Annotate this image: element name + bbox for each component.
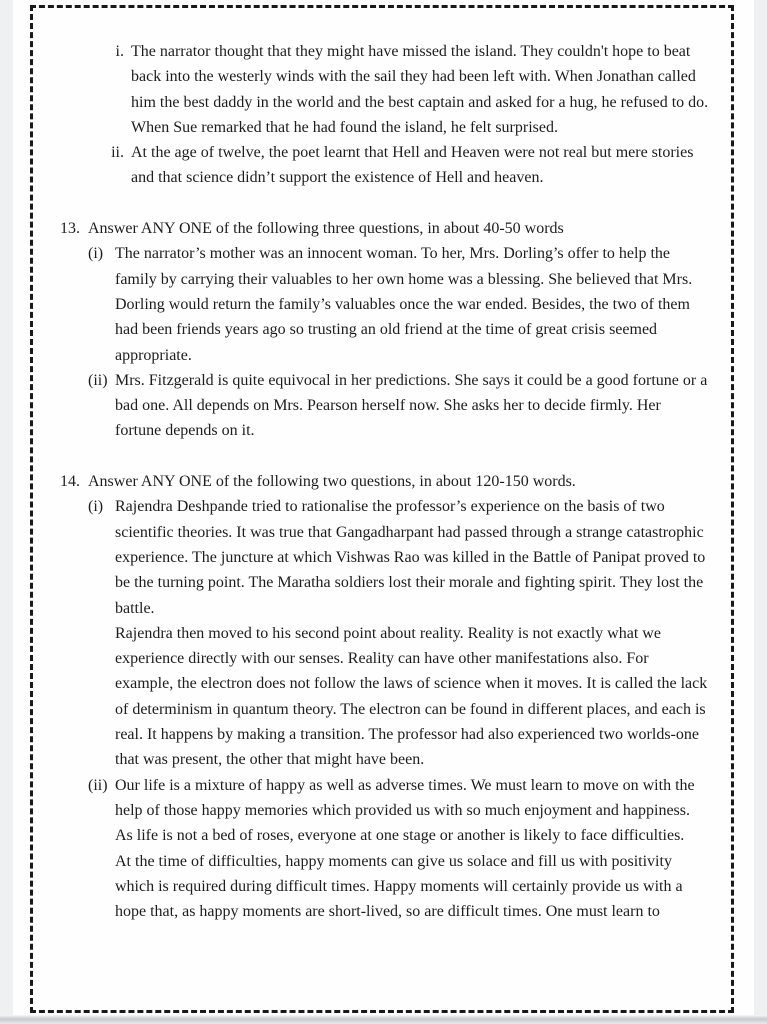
question-item-14-ii bbox=[88, 773, 710, 925]
question-item-13-i bbox=[88, 241, 710, 367]
item-marker: (i) bbox=[88, 245, 104, 263]
item-text bbox=[115, 241, 710, 367]
question-title: Answer ANY ONE of the following three questions, in about 40-50 words bbox=[88, 220, 564, 238]
question-item-14-i bbox=[88, 494, 710, 772]
paragraph: The narrator’s mother was an innocent woman. To her, Mrs. Dorling’s offer to help the family by carrying their valuables to her own home was a blessing. She believed that Mrs. Dorling would return the family’s valuables once the war ended. Besides, the two of them had been friends years ago so trusting an old friend at the time of great crisis seemed appropriate. bbox=[115, 245, 693, 364]
page-edge-shadow bbox=[0, 1015, 767, 1024]
item-marker: i. bbox=[115, 43, 124, 60]
item-text bbox=[115, 494, 710, 772]
item-marker: (ii) bbox=[88, 776, 108, 794]
paragraph: At the time of difficulties, happy moments can give us solace and fill us with positivity which is required during difficult times. Happy moments will certainly provide us with a hope that, as happy moments are short-lived, so are difficult times. One must learn to bbox=[115, 852, 683, 921]
paragraph: Rajendra then moved to his second point about reality. Reality is not exactly what we experience directly with our senses. Reality can have other manifestations also. For example, the electron does not follow the laws of science when it moves. It is called the lack of determinism in quantum theory. The electron can be found in different places, and each is real. It happens by making a transition. The professor had also experienced two worlds-one that was present, the other that might have been. bbox=[115, 624, 708, 769]
document-content bbox=[33, 8, 731, 924]
paragraph: Rajendra Deshpande tried to rationalise the professor’s experience on the basis of two scientific theories. It was true that Gangadharpant had passed through a strange catastrophic experience. The juncture at which Vishwas Rao was killed in the Battle of Panipat proved to be the turning point. The Maratha soldiers lost their morale and fighting spirit. They lost the battle. bbox=[115, 498, 706, 617]
question-item-13-ii bbox=[88, 368, 710, 444]
item-text bbox=[115, 368, 710, 444]
item-marker: ii. bbox=[111, 144, 124, 162]
item-text bbox=[115, 773, 710, 925]
question-block-13 bbox=[60, 216, 710, 444]
answer-item-ii bbox=[108, 140, 710, 191]
question-block-14 bbox=[60, 469, 710, 924]
paragraph: Our life is a mixture of happy as well as adverse times. We must learn to move on with the help of those happy memories which provided us with so much enjoyment and happiness. As life is not a bed of roses, everyone at one stage or another is likely to face difficulties. bbox=[115, 776, 695, 845]
paragraph: At the age of twelve, the poet learnt that Hell and Heaven were not real but mere stories and that science didn’t support the existence of Hell and heaven. bbox=[131, 144, 694, 187]
question-title: Answer ANY ONE of the following two questions, in about 120-150 words. bbox=[88, 473, 576, 491]
dashed-border-frame bbox=[30, 5, 734, 1013]
paragraph: Mrs. Fitzgerald is quite equivocal in her predictions. She says it could be a good fortune or a bad one. All depends on Mrs. Pearson herself now. She asks her to decide firmly. Her fortune depends on it. bbox=[115, 371, 708, 440]
question-number: 13. bbox=[60, 220, 80, 238]
question-heading bbox=[60, 469, 710, 494]
item-marker: (ii) bbox=[88, 371, 108, 389]
question-heading bbox=[60, 216, 710, 241]
item-text bbox=[131, 140, 710, 191]
document-sheet bbox=[13, 0, 754, 1015]
item-text bbox=[131, 39, 710, 140]
item-marker: (i) bbox=[88, 498, 104, 516]
question-number: 14. bbox=[60, 473, 80, 491]
answer-item-i bbox=[108, 39, 710, 140]
paragraph: The narrator thought that they might have missed the island. They couldn't hope to beat back into the westerly winds with the sail they had been left with. When Jonathan called him the best daddy in the world and the best captain and asked for a hug, he refused to do. When Sue remarked that he had found the island, he felt surprised. bbox=[131, 43, 709, 136]
